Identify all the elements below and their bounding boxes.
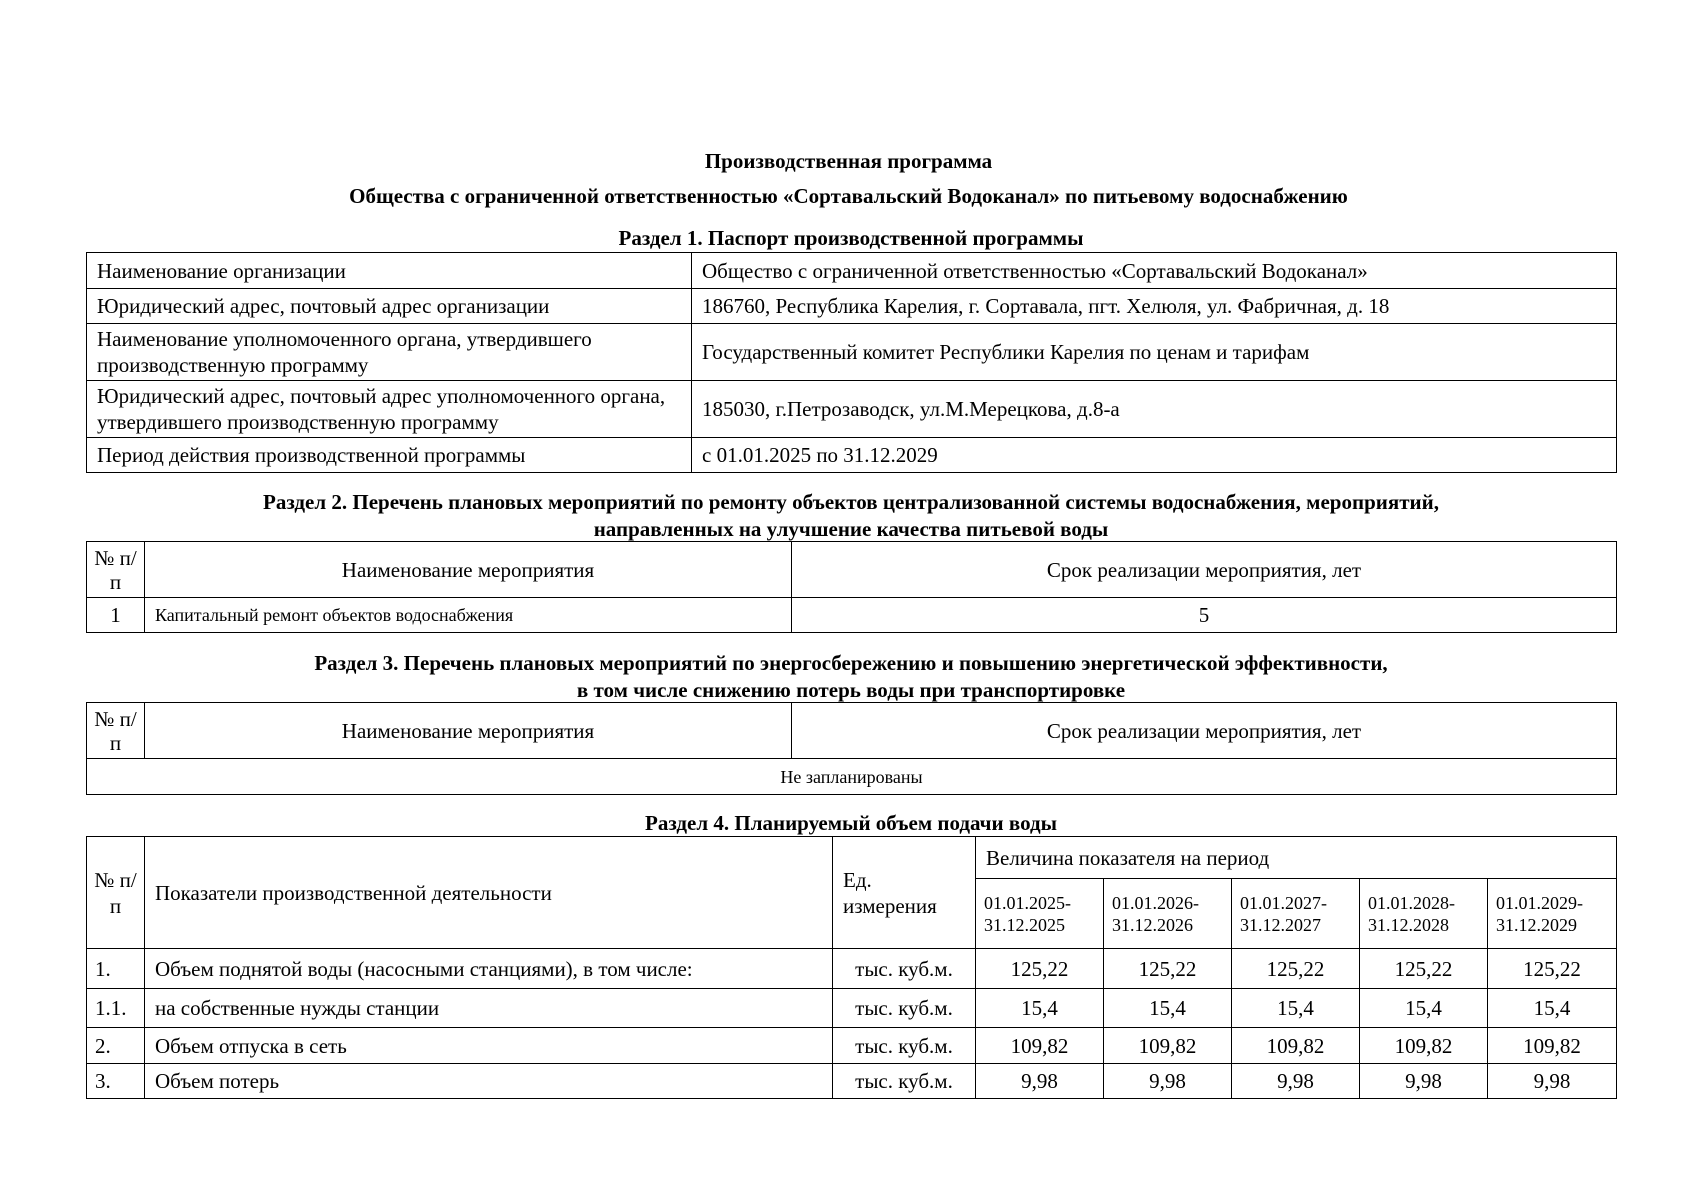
table-row [87, 324, 1617, 381]
section1-title: Раздел 1. Паспорт производственной программы [618, 226, 1084, 250]
col-header-indicator: Показатели производственной деятельности [145, 837, 833, 949]
row-value: 9,98 [1488, 1064, 1617, 1099]
passport-label: Период действия производственной программы [87, 438, 692, 473]
section3-title [86, 650, 1616, 704]
passport-value: 186760, Республика Карелия, г. Сортавала, пгт. Хелюля, ул. Фабричная, д. 18 [692, 289, 1617, 324]
row-value: 109,82 [976, 1028, 1104, 1064]
col-header-num: № п/п [87, 837, 145, 949]
col-header-period: 01.01.2025-31.12.2025 [976, 879, 1104, 949]
row-value: 9,98 [1232, 1064, 1360, 1099]
section4-title: Раздел 4. Планируемый объем подачи воды [645, 811, 1057, 835]
row-value: 15,4 [1232, 989, 1360, 1028]
passport-value: с 01.01.2025 по 31.12.2029 [692, 438, 1617, 473]
row-value: 15,4 [1104, 989, 1232, 1028]
row-value: 109,82 [1104, 1028, 1232, 1064]
col-header-num: № п/п [87, 703, 145, 759]
passport-value: Государственный комитет Республики Карелия по ценам и тарифам [692, 324, 1617, 381]
row-unit: тыс. куб.м. [833, 949, 976, 989]
row-value: 9,98 [1360, 1064, 1488, 1099]
row-value: 9,98 [1104, 1064, 1232, 1099]
empty-row-text: Не запланированы [87, 759, 1617, 795]
row-value: 125,22 [1360, 949, 1488, 989]
row-value: 125,22 [1488, 949, 1617, 989]
section2-title [86, 489, 1616, 543]
row-num: 1. [87, 949, 145, 989]
row-unit: тыс. куб.м. [833, 1064, 976, 1099]
repair-activities-table [86, 541, 1617, 633]
row-value: 109,82 [1232, 1028, 1360, 1064]
table-row [87, 759, 1617, 795]
row-unit: тыс. куб.м. [833, 989, 976, 1028]
row-indicator: Объем отпуска в сеть [145, 1028, 833, 1064]
section3-title-line1: Раздел 3. Перечень плановых мероприятий по энергосбережению и повышению энергетической эффективности, [314, 651, 1388, 675]
row-value: 125,22 [1232, 949, 1360, 989]
row-value: 15,4 [1360, 989, 1488, 1028]
row-indicator: Объем поднятой воды (насосными станциями), в том числе: [145, 949, 833, 989]
document-subtitle: Общества с ограниченной ответственностью «Сортавальский Водоканал» по питьевому водоснабжению [349, 184, 1348, 208]
row-indicator: на собственные нужды станции [145, 989, 833, 1028]
row-value: 125,22 [1104, 949, 1232, 989]
col-header-period: 01.01.2026-31.12.2026 [1104, 879, 1232, 949]
table-header-row [87, 542, 1617, 598]
table-row [87, 289, 1617, 324]
table-row [87, 253, 1617, 289]
row-name: Капитальный ремонт объектов водоснабжения [145, 598, 792, 633]
col-header-num: № п/п [87, 542, 145, 598]
table-row [87, 1028, 1617, 1064]
row-unit: тыс. куб.м. [833, 1028, 976, 1064]
section3-title-line2: в том числе снижению потерь воды при транспортировке [576, 678, 1126, 702]
col-header-name: Наименование мероприятия [145, 703, 792, 759]
col-header-unit: Ед. измерения [833, 837, 976, 949]
water-supply-table [86, 836, 1617, 1099]
col-header-term: Срок реализации мероприятия, лет [792, 542, 1617, 598]
row-num: 2. [87, 1028, 145, 1064]
col-header-period-group: Величина показателя на период [976, 837, 1617, 879]
row-num: 1 [87, 598, 145, 633]
passport-value: 185030, г.Петрозаводск, ул.М.Мерецкова, д.8-а [692, 381, 1617, 438]
passport-label: Наименование уполномоченного органа, утвердившего производственную программу [87, 324, 692, 381]
col-header-period: 01.01.2027-31.12.2027 [1232, 879, 1360, 949]
document-title: Производственная программа [704, 149, 993, 173]
table-row [87, 989, 1617, 1028]
table-row [87, 381, 1617, 438]
row-num: 3. [87, 1064, 145, 1099]
row-term: 5 [792, 598, 1617, 633]
col-header-term: Срок реализации мероприятия, лет [792, 703, 1617, 759]
passport-table [86, 252, 1617, 473]
passport-label: Юридический адрес, почтовый адрес уполномоченного органа, утвердившего производственную программу [87, 381, 692, 438]
passport-label: Юридический адрес, почтовый адрес организации [87, 289, 692, 324]
row-value: 109,82 [1488, 1028, 1617, 1064]
table-header-row [87, 703, 1617, 759]
col-header-period: 01.01.2028-31.12.2028 [1360, 879, 1488, 949]
table-row [87, 949, 1617, 989]
passport-label: Наименование организации [87, 253, 692, 289]
section2-title-line1: Раздел 2. Перечень плановых мероприятий по ремонту объектов централизованной системы водоснабжения, мероприятий, [263, 490, 1439, 514]
row-value: 9,98 [976, 1064, 1104, 1099]
energy-activities-table [86, 702, 1617, 795]
table-row [87, 438, 1617, 473]
table-row [87, 598, 1617, 633]
col-header-name: Наименование мероприятия [145, 542, 792, 598]
table-header-row [87, 837, 1617, 879]
section2-title-line2: направленных на улучшение качества питьевой воды [593, 517, 1109, 541]
row-value: 109,82 [1360, 1028, 1488, 1064]
table-row [87, 1064, 1617, 1099]
col-header-period: 01.01.2029-31.12.2029 [1488, 879, 1617, 949]
row-num: 1.1. [87, 989, 145, 1028]
row-value: 15,4 [976, 989, 1104, 1028]
row-value: 125,22 [976, 949, 1104, 989]
passport-value: Общество с ограниченной ответственностью «Сортавальский Водоканал» [692, 253, 1617, 289]
row-value: 15,4 [1488, 989, 1617, 1028]
row-indicator: Объем потерь [145, 1064, 833, 1099]
